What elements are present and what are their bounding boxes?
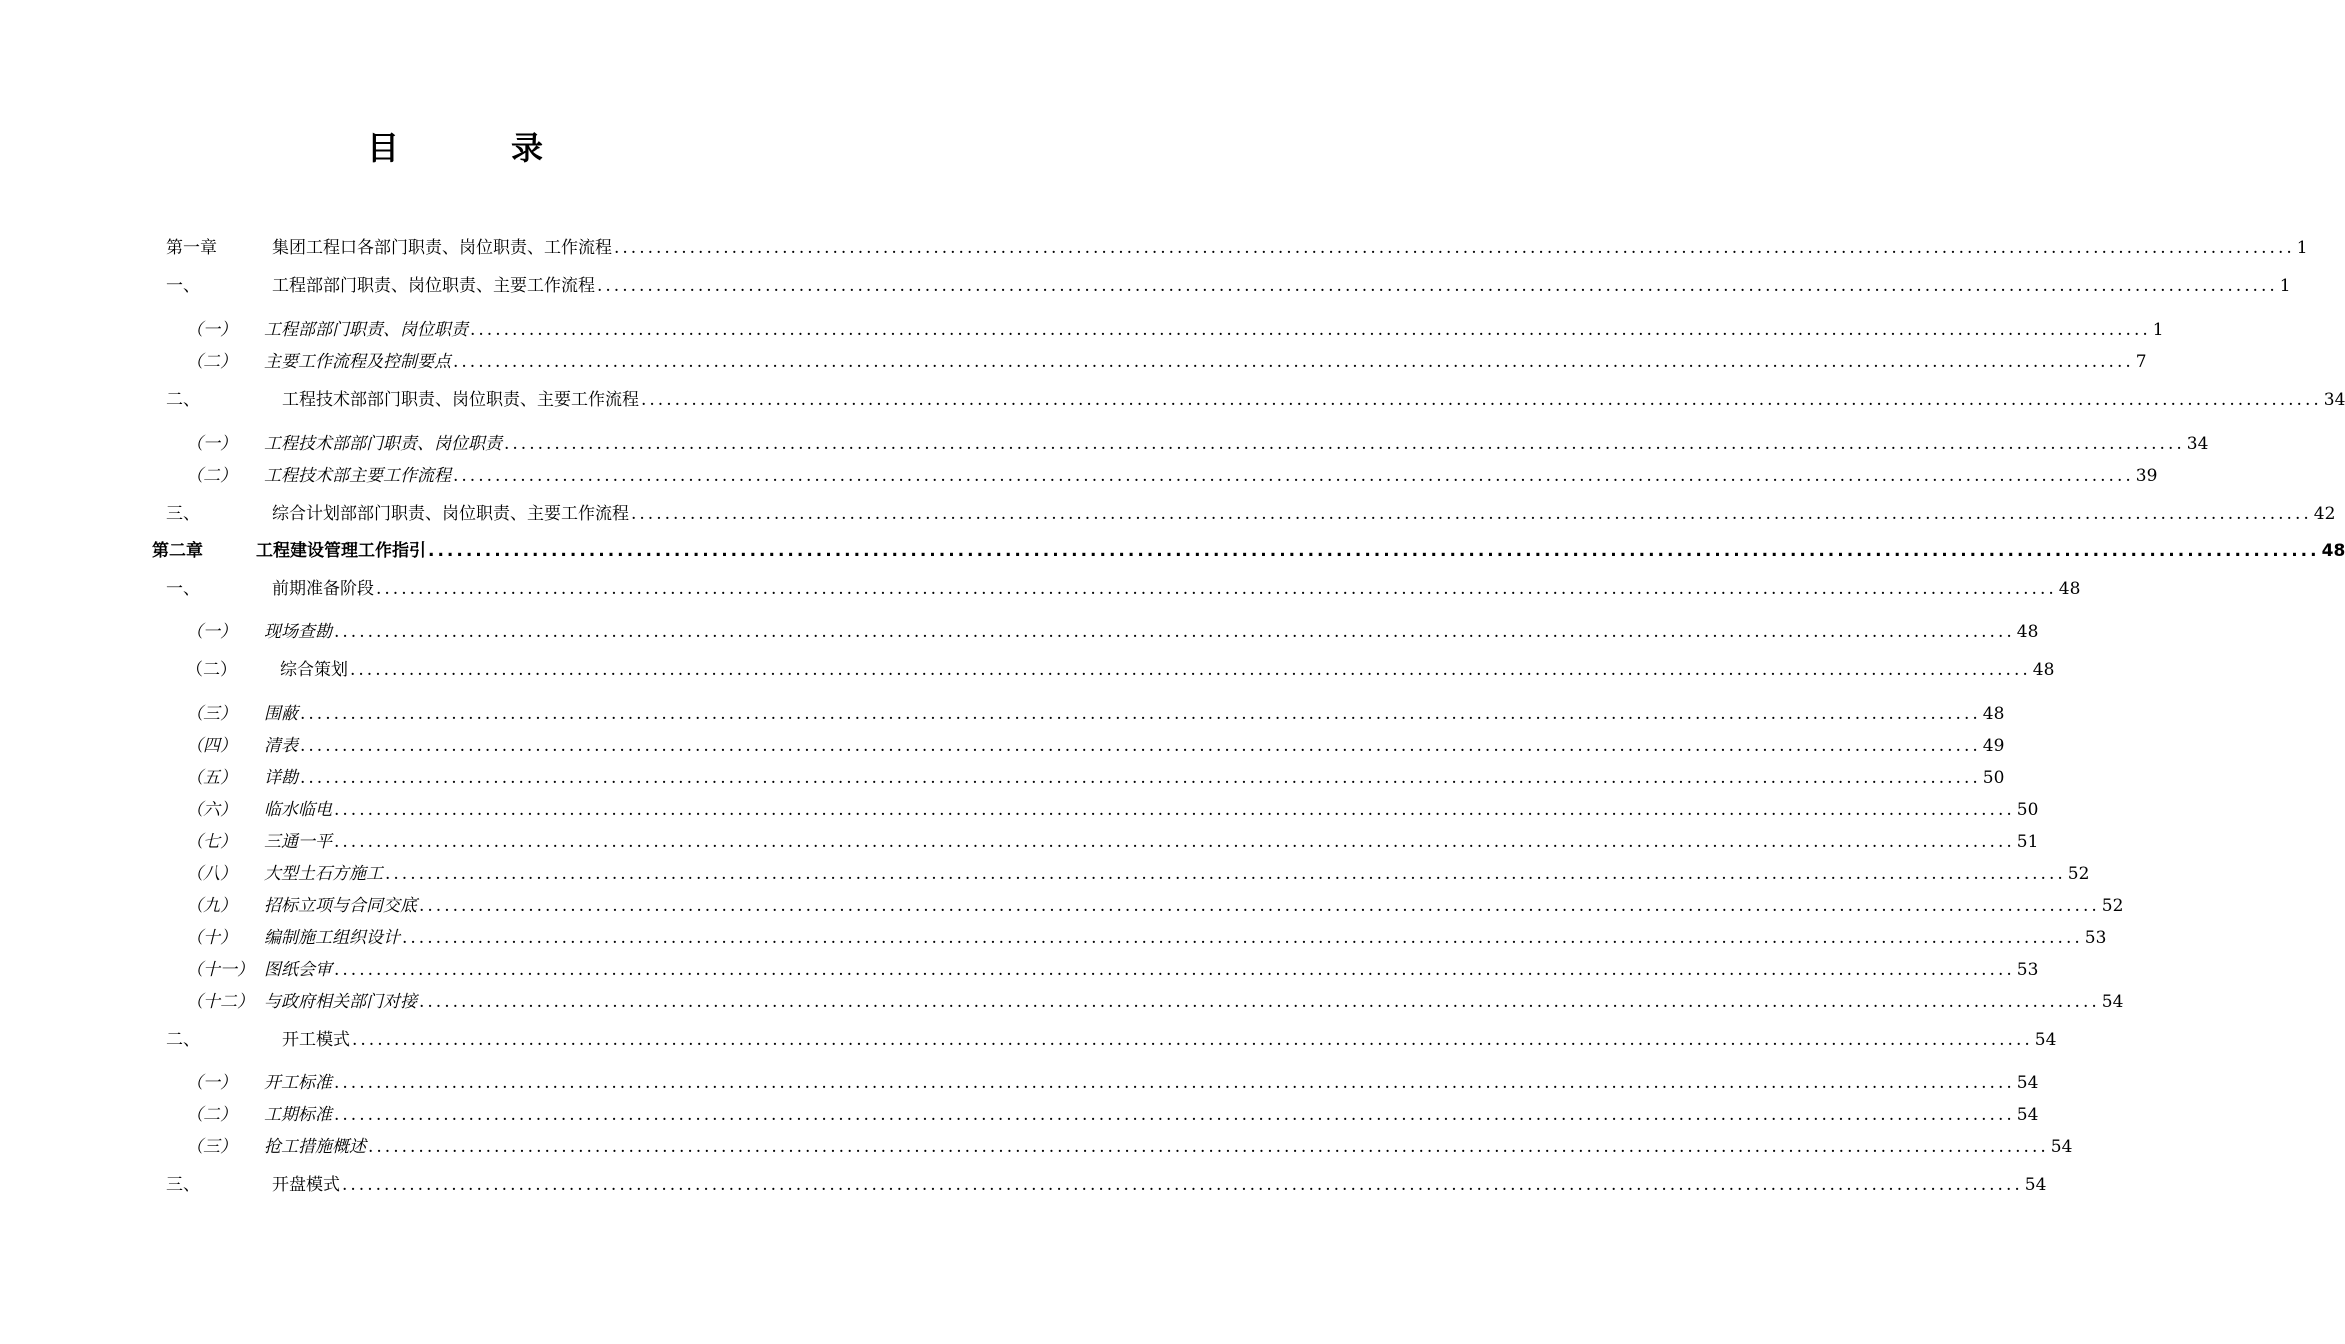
toc-entry-label: 工期标准 bbox=[264, 1105, 332, 1125]
toc-entry-label: 综合计划部部门职责、岗位职责、主要工作流程 bbox=[272, 504, 629, 524]
toc-dot-leader: ........................................................................................................................................................................................................ bbox=[350, 660, 2031, 680]
toc-entry-label: 开工标准 bbox=[264, 1073, 332, 1093]
toc-entry-number: （三） bbox=[186, 704, 237, 724]
toc-entry[interactable] bbox=[186, 620, 2039, 644]
toc-entry-label: 图纸会审 bbox=[264, 960, 332, 980]
toc-entry[interactable] bbox=[186, 894, 2124, 918]
toc-entry-page-number: 50 bbox=[2016, 800, 2039, 820]
toc-entry-number: 三、 bbox=[166, 1175, 200, 1195]
toc-entry-label: 招标立项与合同交底 bbox=[264, 896, 417, 916]
toc-entry-label: 详勘 bbox=[264, 768, 298, 788]
toc-entry-label: 抢工措施概述 bbox=[264, 1137, 366, 1157]
toc-entry-label: 综合策划 bbox=[280, 660, 348, 680]
toc-entry-page-number: 1 bbox=[2152, 320, 2164, 340]
toc-entry-page-number: 54 bbox=[2101, 992, 2124, 1012]
toc-entry[interactable] bbox=[186, 798, 2039, 822]
toc-dot-leader: ........................................................................................................................................................................................................ bbox=[428, 541, 2320, 561]
toc-dot-leader: ........................................................................................................................................................................................................ bbox=[597, 276, 2278, 296]
toc-entry-page-number: 51 bbox=[2016, 832, 2039, 852]
toc-entry-page-number: 7 bbox=[2135, 352, 2147, 372]
toc-entry-page-number: 34 bbox=[2323, 390, 2345, 410]
toc-dot-leader: ........................................................................................................................................................................................................ bbox=[470, 320, 2151, 340]
toc-entry-page-number: 54 bbox=[2016, 1073, 2039, 1093]
toc-entry-page-number: 53 bbox=[2084, 928, 2107, 948]
toc-entry-label: 与政府相关部门对接 bbox=[264, 992, 417, 1012]
toc-entry-number: （五） bbox=[186, 768, 237, 788]
toc-entry-label: 三通一平 bbox=[264, 832, 332, 852]
toc-entry-number: （十） bbox=[186, 928, 237, 948]
toc-dot-leader: ........................................................................................................................................................................................................ bbox=[631, 504, 2312, 524]
toc-entry-number: （二） bbox=[186, 352, 237, 372]
toc-entry[interactable] bbox=[186, 658, 2055, 682]
toc-entry-number: （八） bbox=[186, 864, 237, 884]
toc-dot-leader: ........................................................................................................................................................................................................ bbox=[352, 1030, 2033, 1050]
toc-entry-number: 一、 bbox=[166, 579, 200, 599]
toc-entry-page-number: 34 bbox=[2186, 434, 2209, 454]
toc-entry-label: 工程技术部主要工作流程 bbox=[264, 466, 451, 486]
toc-entry-number: （一） bbox=[186, 1073, 237, 1093]
toc-entry[interactable] bbox=[186, 990, 2124, 1014]
toc-entry-label: 工程技术部部门职责、岗位职责、主要工作流程 bbox=[282, 390, 639, 410]
toc-dot-leader: ........................................................................................................................................................................................................ bbox=[614, 238, 2295, 258]
toc-dot-leader: ........................................................................................................................................................................................................ bbox=[300, 768, 1981, 788]
toc-entry[interactable] bbox=[166, 1173, 2047, 1197]
toc-entry-page-number: 48 bbox=[2032, 660, 2055, 680]
toc-entry-number: 第二章 bbox=[152, 541, 203, 561]
toc-entry-page-number: 1 bbox=[2296, 238, 2308, 258]
toc-dot-leader: ........................................................................................................................................................................................................ bbox=[376, 579, 2057, 599]
toc-entry[interactable] bbox=[186, 350, 2147, 374]
toc-dot-leader: ........................................................................................................................................................................................................ bbox=[453, 352, 2134, 372]
toc-entry[interactable] bbox=[186, 862, 2090, 886]
toc-entry[interactable] bbox=[186, 1135, 2073, 1159]
toc-dot-leader: ........................................................................................................................................................................................................ bbox=[300, 704, 1981, 724]
toc-entry-number: （六） bbox=[186, 800, 237, 820]
toc-entry-number: 三、 bbox=[166, 504, 200, 524]
toc-entry[interactable] bbox=[186, 702, 2005, 726]
toc-entry[interactable] bbox=[186, 734, 2005, 758]
toc-entry-page-number: 48 bbox=[2321, 541, 2345, 561]
toc-entry[interactable] bbox=[186, 958, 2039, 982]
toc-entry-page-number: 48 bbox=[2058, 579, 2081, 599]
toc-entry-label: 大型土石方施工 bbox=[264, 864, 383, 884]
toc-entry-number: 一、 bbox=[166, 276, 200, 296]
toc-entry[interactable] bbox=[186, 464, 2158, 488]
toc-dot-leader: ........................................................................................................................................................................................................ bbox=[334, 960, 2015, 980]
toc-entry[interactable] bbox=[186, 432, 2209, 456]
toc-entry-label: 前期准备阶段 bbox=[272, 579, 374, 599]
toc-entry-page-number: 49 bbox=[1982, 736, 2005, 756]
toc-entry[interactable] bbox=[186, 1103, 2039, 1127]
toc-dot-leader: ........................................................................................................................................................................................................ bbox=[419, 896, 2100, 916]
toc-dot-leader: ........................................................................................................................................................................................................ bbox=[419, 992, 2100, 1012]
toc-entry[interactable] bbox=[166, 236, 2308, 260]
toc-entry-number: 二、 bbox=[166, 1030, 200, 1050]
toc-dot-leader: ........................................................................................................................................................................................................ bbox=[334, 832, 2015, 852]
toc-entry-number: （三） bbox=[186, 1137, 237, 1157]
toc-entry-label: 现场查勘 bbox=[264, 622, 332, 642]
toc-entry-page-number: 52 bbox=[2101, 896, 2124, 916]
toc-entry-label: 工程技术部部门职责、岗位职责 bbox=[264, 434, 502, 454]
toc-entry[interactable] bbox=[186, 318, 2164, 342]
toc-entry[interactable] bbox=[186, 1071, 2039, 1095]
toc-entry-label: 编制施工组织设计 bbox=[264, 928, 400, 948]
toc-entry-page-number: 50 bbox=[1982, 768, 2005, 788]
toc-entry-number: （十二） bbox=[186, 992, 254, 1012]
toc-entry-label: 工程部部门职责、岗位职责、主要工作流程 bbox=[272, 276, 595, 296]
toc-entry-number: （九） bbox=[186, 896, 237, 916]
toc-entry-page-number: 42 bbox=[2313, 504, 2336, 524]
toc-entry-page-number: 48 bbox=[1982, 704, 2005, 724]
toc-entry-number: 第一章 bbox=[166, 238, 217, 258]
toc-entry-label: 工程建设管理工作指引 bbox=[256, 541, 426, 561]
toc-dot-leader: ........................................................................................................................................................................................................ bbox=[334, 1073, 2015, 1093]
toc-dot-leader: ........................................................................................................................................................................................................ bbox=[504, 434, 2185, 454]
toc-entry-page-number: 1 bbox=[2279, 276, 2291, 296]
toc-entry-page-number: 48 bbox=[2016, 622, 2039, 642]
toc-dot-leader: ........................................................................................................................................................................................................ bbox=[334, 622, 2015, 642]
toc-entry-number: （二） bbox=[186, 1105, 237, 1125]
toc-entry-page-number: 54 bbox=[2016, 1105, 2039, 1125]
toc-entry-label: 工程部部门职责、岗位职责 bbox=[264, 320, 468, 340]
toc-entry-label: 清表 bbox=[264, 736, 298, 756]
toc-title: 目 录 bbox=[366, 129, 583, 167]
toc-entry-number: （十一） bbox=[186, 960, 254, 980]
toc-entry-label: 主要工作流程及控制要点 bbox=[264, 352, 451, 372]
toc-entry-label: 围蔽 bbox=[264, 704, 298, 724]
toc-entry-label: 集团工程口各部门职责、岗位职责、工作流程 bbox=[272, 238, 612, 258]
toc-entry-label: 开盘模式 bbox=[272, 1175, 340, 1195]
toc-entry-page-number: 39 bbox=[2135, 466, 2158, 486]
toc-dot-leader: ........................................................................................................................................................................................................ bbox=[402, 928, 2083, 948]
toc-dot-leader: ........................................................................................................................................................................................................ bbox=[453, 466, 2134, 486]
toc-dot-leader: ........................................................................................................................................................................................................ bbox=[300, 736, 1981, 756]
toc-entry[interactable] bbox=[186, 830, 2039, 854]
toc-entry-number: 二、 bbox=[166, 390, 200, 410]
toc-entry[interactable] bbox=[186, 766, 2005, 790]
toc-entry[interactable] bbox=[152, 539, 2345, 563]
toc-entry-number: （四） bbox=[186, 736, 237, 756]
toc-entry-label: 开工模式 bbox=[282, 1030, 350, 1050]
toc-entry-number: （二） bbox=[186, 466, 237, 486]
toc-dot-leader: ........................................................................................................................................................................................................ bbox=[641, 390, 2322, 410]
toc-entry-label: 临水临电 bbox=[264, 800, 332, 820]
toc-entry-page-number: 54 bbox=[2024, 1175, 2047, 1195]
toc-entry-page-number: 54 bbox=[2050, 1137, 2073, 1157]
toc-entry[interactable] bbox=[166, 388, 2345, 412]
toc-entry-page-number: 52 bbox=[2067, 864, 2090, 884]
toc-entry-number: （一） bbox=[186, 320, 237, 340]
toc-entry-page-number: 54 bbox=[2034, 1030, 2057, 1050]
toc-dot-leader: ........................................................................................................................................................................................................ bbox=[334, 800, 2015, 820]
toc-dot-leader: ........................................................................................................................................................................................................ bbox=[385, 864, 2066, 884]
toc-entry-number: （一） bbox=[186, 434, 237, 454]
toc-dot-leader: ........................................................................................................................................................................................................ bbox=[368, 1137, 2049, 1157]
toc-entry[interactable] bbox=[166, 1028, 2057, 1052]
toc-entry[interactable] bbox=[186, 926, 2107, 950]
toc-dot-leader: ........................................................................................................................................................................................................ bbox=[334, 1105, 2015, 1125]
toc-entry-number: （七） bbox=[186, 832, 237, 852]
toc-entry-page-number: 53 bbox=[2016, 960, 2039, 980]
toc-entry[interactable] bbox=[166, 577, 2081, 601]
toc-entry-number: （一） bbox=[186, 622, 237, 642]
toc-entry[interactable] bbox=[166, 274, 2291, 298]
toc-entry[interactable] bbox=[166, 502, 2336, 526]
toc-dot-leader: ........................................................................................................................................................................................................ bbox=[342, 1175, 2023, 1195]
toc-entry-number: （二） bbox=[186, 660, 237, 680]
